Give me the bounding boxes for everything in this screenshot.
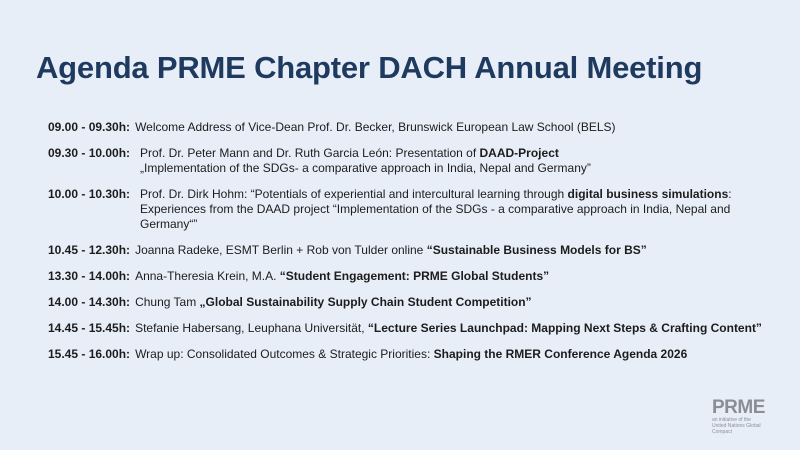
- agenda-description: [140, 187, 768, 232]
- agenda-text: Joanna Radeke, ESMT Berlin + Rob von Tulder online: [135, 243, 427, 257]
- logo-tagline-2: United Nations Global Compact: [712, 423, 761, 435]
- agenda-description-line: [140, 187, 768, 202]
- agenda-description: [135, 243, 768, 258]
- agenda-description: [140, 146, 768, 176]
- agenda-description: [135, 269, 768, 284]
- agenda-item: [48, 120, 768, 135]
- agenda-time: 09.00 - 09.30h:: [48, 120, 131, 134]
- logo-tagline-1: an initiative of the: [712, 417, 751, 423]
- agenda-text: Chung Tam: [135, 295, 200, 309]
- agenda-text: Prof. Dr. Peter Mann and Dr. Ruth Garcia León: Presentation of: [140, 146, 480, 160]
- agenda-item: [48, 321, 768, 336]
- agenda-highlight: “Student Engagement: PRME Global Students”: [279, 269, 550, 283]
- agenda-time: 13.30 - 14.00h:: [48, 269, 131, 283]
- agenda-description: [135, 321, 768, 336]
- agenda-highlight: Shaping the RMER Conference Agenda 2026: [433, 347, 688, 361]
- prme-logo: [712, 398, 776, 435]
- agenda-description-line: [135, 243, 768, 258]
- agenda-text: :: [728, 187, 732, 201]
- agenda-text: Experiences from the DAAD project “Implementation of the SDGs - a comparative approach in India, Nepal and Germany“”: [140, 202, 731, 231]
- agenda-time: 10.00 - 10.30h:: [48, 187, 131, 201]
- agenda-highlight: „Global Sustainability Supply Chain Student Competition”: [199, 295, 532, 309]
- agenda-text: Anna-Theresia Krein, M.A.: [135, 269, 280, 283]
- agenda-time: 14.00 - 14.30h:: [48, 295, 131, 309]
- agenda-text: Stefanie Habersang, Leuphana Universität,: [135, 321, 368, 335]
- agenda-item: [48, 187, 768, 232]
- agenda-text: „Implementation of the SDGs- a comparative approach in India, Nepal and Germany”: [140, 161, 591, 175]
- agenda-time: 10.45 - 12.30h:: [48, 243, 131, 257]
- agenda-description-line: [140, 202, 768, 232]
- agenda-item: [48, 347, 768, 362]
- agenda-time: 09.30 - 10.00h:: [48, 146, 131, 160]
- agenda-highlight: “Lecture Series Launchpad: Mapping Next Steps & Crafting Content”: [367, 321, 762, 335]
- agenda-text: Wrap up: Consolidated Outcomes & Strategic Priorities:: [135, 347, 434, 361]
- agenda-description-line: [135, 269, 768, 284]
- agenda-item: [48, 146, 768, 176]
- agenda-highlight: “Sustainable Business Models for BS”: [426, 243, 647, 257]
- agenda-highlight: digital business simulations: [567, 187, 729, 201]
- agenda-description-line: [140, 161, 768, 176]
- page-title: Agenda PRME Chapter DACH Annual Meeting: [36, 50, 703, 85]
- agenda-time: 15.45 - 16.00h:: [48, 347, 131, 361]
- agenda-description-line: [135, 120, 768, 135]
- agenda-description-line: [135, 295, 768, 310]
- agenda-description: [135, 347, 768, 362]
- logo-wordmark: PRME: [712, 397, 765, 418]
- agenda-list: [48, 120, 768, 373]
- agenda-item: [48, 243, 768, 258]
- agenda-description-line: [135, 321, 768, 336]
- agenda-time: 14.45 - 15.45h:: [48, 321, 131, 335]
- agenda-item: [48, 269, 768, 284]
- agenda-text: Prof. Dr. Dirk Hohm: “Potentials of experiential and intercultural learning through: [140, 187, 568, 201]
- agenda-description: [135, 120, 768, 135]
- agenda-description-line: [140, 146, 768, 161]
- agenda-description: [135, 295, 768, 310]
- agenda-text: Welcome Address of Vice-Dean Prof. Dr. Becker, Brunswick European Law School (BELS): [135, 120, 616, 134]
- agenda-description-line: [135, 347, 768, 362]
- agenda-highlight: DAAD-Project: [479, 146, 559, 160]
- agenda-item: [48, 295, 768, 310]
